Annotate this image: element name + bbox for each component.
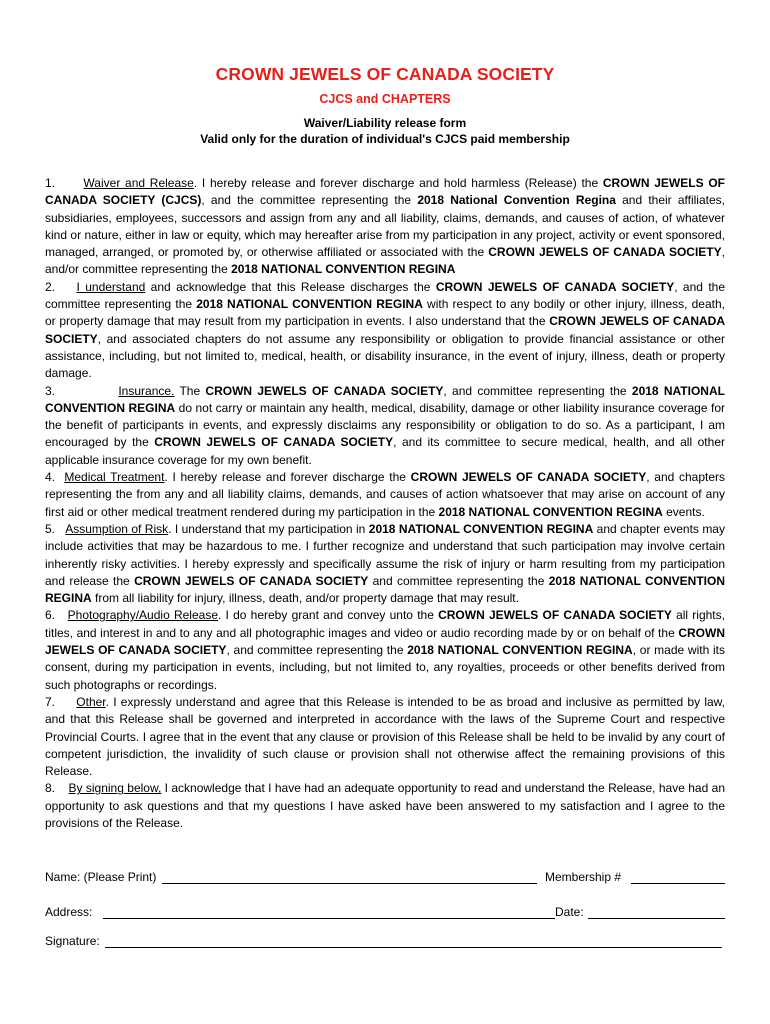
chapters-subtitle: CJCS and CHAPTERS [319, 92, 451, 106]
section-heading: Insurance. [118, 383, 175, 398]
section-number: 5. [45, 521, 56, 536]
address-field[interactable] [103, 918, 555, 919]
section-8: 8. By signing below, I acknowledge that I have had an adequate opportunity to read and understand the Release, have had an opportunity to ask questions and that my questions I have asked have been answered to my satisfaction and I agree to the provisions of the Release. [45, 781, 725, 830]
signature-field[interactable] [105, 947, 722, 948]
signature-row [45, 934, 725, 952]
membership-label: Membership # [545, 870, 622, 884]
section-heading: Waiver and Release [83, 176, 194, 190]
section-number: 3. [45, 383, 56, 398]
section-number: 6. [45, 608, 56, 623]
name-field[interactable] [162, 883, 537, 884]
membership-field[interactable] [631, 883, 725, 884]
section-heading: Photography/Audio Release [67, 608, 218, 623]
section-number: 1. [45, 176, 56, 190]
section-number: 8. [45, 781, 56, 796]
section-heading: By signing below, [68, 781, 162, 796]
section-2: 2. I understand and acknowledge that this Release discharges the CROWN JEWELS OF CANADA SOCIETY, and the committee representing the 2018 NATIONAL CONVENTION REGINA with respect to any bodily or other injury, illness, death, or property damage that may result from my participation in events. I also understand that the CROWN JEWELS OF CANADA SOCIETY, and associated chapters do not assume any responsibility or obligation to provide financial assistance or other assistance, including, but not limited to, medical, health, or disability insurance, in the event of injury, illness, death or property damage. [45, 279, 726, 381]
section-number: 4. [45, 470, 56, 485]
society-title: CROWN JEWELS OF CANADA SOCIETY [215, 64, 555, 84]
section-heading: I understand [76, 279, 146, 294]
section-3: 3. Insurance. The CROWN JEWELS OF CANADA SOCIETY, and committee representing the 2018 NATIONAL CONVENTION REGINA do not carry or maintain any health, medical, disability, damage or other liability insurance coverage for the benefit of participants in events, and expressly disclaims any responsibility or obligation to do so. As a participant, I am encouraged by the CROWN JEWELS OF CANADA SOCIETY, and its committee to secure medical, health, and all other applicable insurance coverage for my own benefit. [45, 383, 726, 467]
release-body [45, 175, 725, 832]
name-label: Name: (Please Print) [45, 870, 157, 884]
section-4: 4. Medical Treatment. I hereby release and forever discharge the CROWN JEWELS OF CANADA SOCIETY, and chapters representing the from any and all liability claims, demands, and causes of action whatsoever that may arise on account of any first aid or other medical treatment rendered during my participation in the 2018 NATIONAL CONVENTION REGINA events. [45, 470, 725, 519]
section-6: 6. Photography/Audio Release. I do hereby grant and convey unto the CROWN JEWELS OF CANADA SOCIETY all rights, titles, and interest in and to any and all photographic images and video or audio recording made by or on behalf of the CROWN JEWELS OF CANADA SOCIETY, and committee representing the 2018 NATIONAL CONVENTION REGINA, or made with its consent, during my participation in events, including, but not limited to, any royalties, proceeds or other benefits derived from such photographs or recordings. [45, 608, 726, 692]
address-label: Address: [45, 905, 93, 919]
address-row [45, 905, 725, 923]
name-row [45, 870, 725, 888]
section-1: 1. Waiver and Release. I hereby release and forever discharge and hold harmless (Release) the CROWN JEWELS OF CANADA SOCIETY (CJCS), and the committee representing the 2018 National Convention Regina and their affiliates, subsidiaries, employees, successors and assign from any and all liability, claims, demands, and causes of action, of whatever kind or nature, either in law or equity, which may hereafter arise from my participation in any project, activity or event sponsored, managed, arranged, or promoted by, or otherwise affiliated or associated with the CROWN JEWELS OF CANADA SOCIETY, and/or committee representing the 2018 NATIONAL CONVENTION REGINA [45, 176, 725, 277]
form-name: Waiver/Liability release form [303, 116, 467, 130]
section-number: 7. [45, 694, 56, 709]
date-label: Date: [555, 905, 584, 919]
section-heading: Other [76, 694, 106, 709]
date-field[interactable] [588, 918, 725, 919]
section-5: 5. Assumption of Risk. I understand that my participation in 2018 NATIONAL CONVENTION REGINA and chapter events may include activities that may be hazardous to me. I further recognize and understand that such participation may involve certain inherently risky activities. I hereby expressly and specifically assume the risk of injury or harm resulting from my participation and release the CROWN JEWELS OF CANADA SOCIETY and committee representing the 2018 NATIONAL CONVENTION REGINA from all liability for injury, illness, death, and/or property damage that may result. [45, 521, 725, 606]
section-heading: Assumption of Risk [65, 521, 169, 536]
section-7: 7. Other. I expressly understand and agree that this Release is intended to be as broad and inclusive as permitted by law, and that this Release shall be governed and interpreted in accordance with the laws of the Supreme Court and respective Provincial Courts. I agree that in the event that any clause or provision of this Release shall be held to be invalid by any court of competent jurisdiction, the invalidity of such clause or provision shall not otherwise affect the remaining provisions of this Release. [45, 694, 726, 779]
section-heading: Medical Treatment [64, 470, 165, 485]
section-number: 2. [45, 279, 56, 294]
validity-note: Valid only for the duration of individual's CJCS paid membership [200, 132, 570, 146]
signature-label: Signature: [45, 934, 100, 948]
